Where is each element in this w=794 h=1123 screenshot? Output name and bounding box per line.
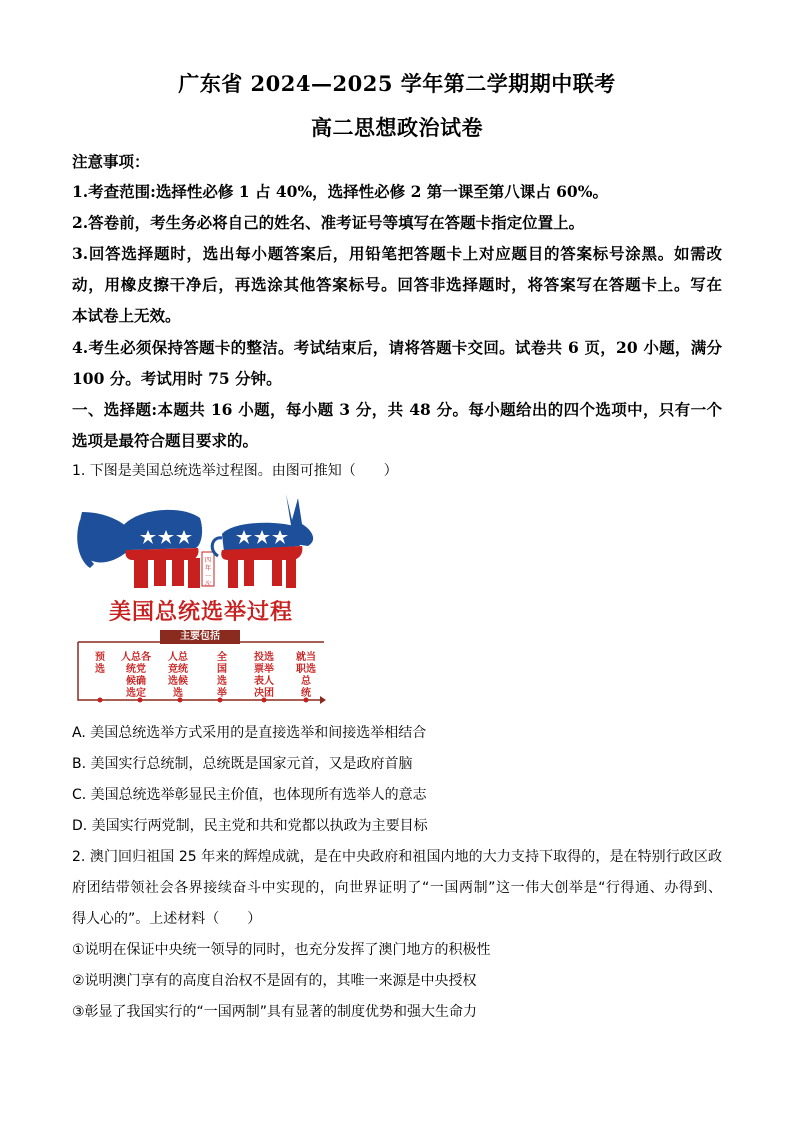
question-1-option-a: A. 美国总统选举方式采用的是直接选举和间接选举相结合 bbox=[72, 725, 427, 741]
flow-step-3: 人总 竞统 选候 选 bbox=[168, 652, 188, 699]
question-2-option-2: ②说明澳门享有的高度自治权不是固有的，其唯一来源是中央授权 bbox=[72, 973, 477, 989]
party-animals-illustration bbox=[72, 490, 330, 600]
flow-step-4: 全 国 选 举 bbox=[217, 652, 227, 699]
svg-text:四: 四 bbox=[204, 557, 212, 564]
flow-step-2: 人总各 统党 候确 选定 bbox=[121, 652, 151, 699]
note-item-1: 1.考查范围:选择性必修 1 占 40%，选择性必修 2 第一课至第八课占 60%。 bbox=[72, 182, 608, 201]
elephant-icon bbox=[77, 510, 202, 588]
note-item-3-line-2: 动，用橡皮擦干净后，再选涂其他答案标号。回答非选择题时，将答案写在答题卡上。写在 bbox=[72, 275, 722, 294]
question-2-line-3: 得人心的”。上述材料（ ） bbox=[72, 911, 262, 927]
exam-title: 广东省 2024—2025 学年第二学期期中联考 bbox=[178, 71, 616, 96]
question-1-option-c: C. 美国总统选举彰显民主价值，也体现所有选举人的意志 bbox=[72, 787, 427, 803]
note-item-4-line-2: 100 分。考试用时 75 分钟。 bbox=[72, 369, 282, 388]
svg-text:年: 年 bbox=[204, 565, 212, 572]
question-1-option-d: D. 美国实行两党制，民主党和共和党都以执政为主要目标 bbox=[72, 818, 428, 834]
flow-step-6: 就当 职选 总 统 bbox=[296, 652, 316, 699]
section-1-line-2: 选项是最符合题目要求的。 bbox=[72, 431, 259, 450]
note-item-2: 2.答卷前，考生务必将自己的姓名、准考证号等填写在答题卡指定位置上。 bbox=[72, 213, 585, 232]
svg-text:一: 一 bbox=[204, 573, 212, 580]
donkey-icon bbox=[212, 494, 313, 588]
note-item-3-line-3: 本试卷上无效。 bbox=[72, 306, 181, 325]
question-2-option-3: ③彰显了我国实行的“一国两制”具有显著的制度优势和强大生命力 bbox=[72, 1004, 478, 1020]
figure-title: 美国总统选举过程 bbox=[108, 600, 293, 625]
section-1-line-1: 一、选择题:本题共 16 小题，每小题 3 分，共 48 分。每小题给出的四个选项中，只有一个 bbox=[72, 400, 722, 419]
exam-subtitle: 高二思想政治试卷 bbox=[311, 115, 483, 140]
question-1-option-b: B. 美国实行总统制，总统既是国家元首，又是政府首脑 bbox=[72, 756, 413, 772]
flow-step-1: 预 选 bbox=[95, 652, 105, 675]
question-2-line-1: 2. 澳门回归祖国 25 年来的辉煌成就，是在中央政府和祖国内地的大力支持下取得的，是在特别行政区政 bbox=[72, 849, 722, 865]
question-1-stem: 1. 下图是美国总统选举过程图。由图可推知（ ） bbox=[72, 463, 398, 479]
flow-step-5: 投选 票举 表人 决团 bbox=[254, 652, 274, 699]
note-item-3-line-1: 3.回答选择题时，选出每小题答案后，用铅笔把答题卡上对应题目的答案标号涂黑。如需改 bbox=[72, 244, 722, 263]
figure-subtitle: 主要包括 bbox=[160, 630, 240, 644]
process-flow bbox=[76, 640, 326, 706]
svg-text:次: 次 bbox=[204, 581, 212, 588]
question-2-option-1: ①说明在保证中央统一领导的同时，也充分发挥了澳门地方的积极性 bbox=[72, 942, 491, 958]
note-item-4-line-1: 4.考生必须保持答题卡的整洁。考试结束后，请将答题卡交回。试卷共 6 页，20 小题，满分 bbox=[72, 338, 722, 357]
notes-heading: 注意事项： bbox=[72, 152, 150, 171]
election-process-figure bbox=[72, 490, 330, 710]
question-2-line-2: 府团结带领社会各界接续奋斗中实现的，向世界证明了“一国两制”这一伟大创举是“行得通、办得到、 bbox=[72, 880, 722, 896]
